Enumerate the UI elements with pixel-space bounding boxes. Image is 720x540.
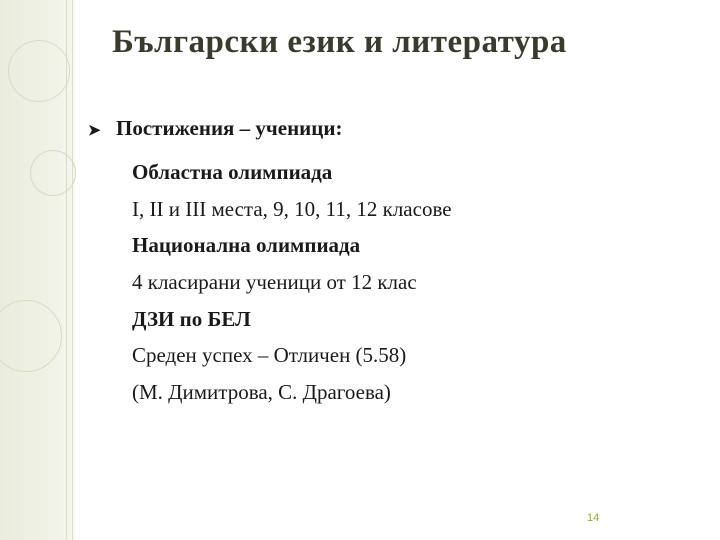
content-lines bbox=[132, 154, 692, 411]
page-number: 14 bbox=[587, 512, 600, 524]
decorative-circle bbox=[8, 40, 70, 102]
content-line: Областна олимпиада bbox=[132, 160, 333, 184]
decorative-circle bbox=[30, 150, 76, 196]
content-line: (М. Димитрова, С. Драгоева) bbox=[132, 380, 391, 405]
content-line: 4 класирани ученици от 12 клас bbox=[132, 270, 417, 295]
bullet-heading bbox=[88, 116, 342, 141]
decorative-band-line bbox=[72, 0, 73, 540]
slide-title: Български език и литература bbox=[112, 24, 567, 60]
content-line: ДЗИ по БЕЛ bbox=[132, 306, 251, 331]
content-line: Национална олимпиада bbox=[132, 233, 361, 258]
arrow-bullet-icon: ➤ bbox=[88, 123, 101, 139]
content-line: Среден успех – Отличен (5.58) bbox=[132, 343, 407, 368]
heading-text: Постижения – ученици: bbox=[116, 116, 343, 140]
content-line: I, II и III места, 9, 10, 11, 12 класове bbox=[132, 196, 452, 221]
